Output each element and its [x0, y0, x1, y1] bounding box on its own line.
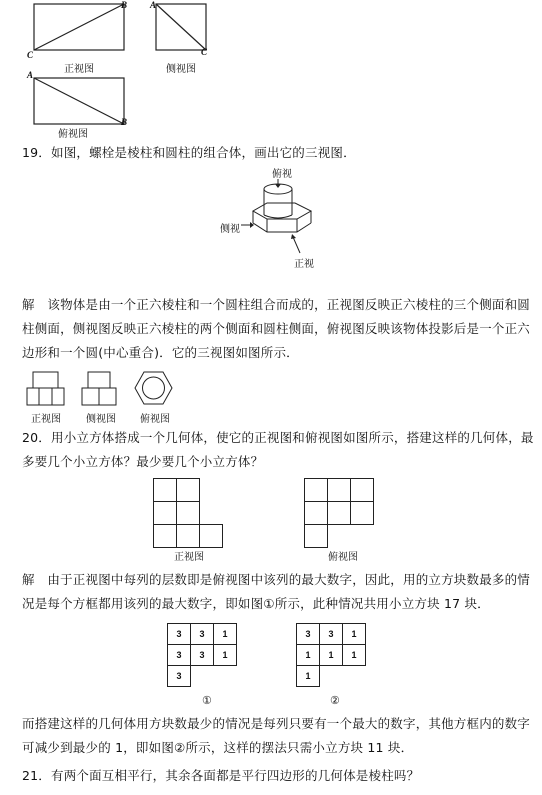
bolt-top-view: [134, 369, 174, 409]
point-a-label-top: A: [27, 70, 34, 80]
q20-top-caption: 俯视图: [328, 552, 358, 563]
answer-grid-2: 3 3 1 1 1 1 1: [296, 623, 366, 687]
point-b-label: B: [121, 0, 128, 10]
top-view-caption: 俯视图: [58, 129, 88, 140]
answer-grid-1-mark: ①: [202, 694, 212, 707]
q21-question: 21．有两个面互相平行，其余各面都是平行四边形的几何体是棱柱吗？: [22, 768, 420, 783]
answer-grid-1: 3 3 1 3 3 1 3: [167, 623, 237, 687]
bolt-front-view: [26, 370, 68, 410]
bolt-side-caption: 侧视图: [86, 414, 116, 425]
q19-answer-line1: 解 该物体是由一个正六棱柱和一个圆柱组合而成的，正视图反映正六棱柱的三个侧面和圆: [22, 297, 531, 312]
point-b-label-top: B: [121, 117, 128, 127]
point-c-label-side: C: [201, 47, 208, 57]
bolt-front-caption: 正视图: [31, 414, 61, 425]
bolt-front-label: 正视: [294, 259, 314, 270]
q20-question-line2: 多要几个小立方体？最少要几个小立方体？: [22, 454, 264, 469]
front-view-figure: [24, 0, 134, 60]
side-view-figure: [150, 0, 220, 60]
q20-front-view-grid: [153, 478, 223, 548]
bolt-figure: [215, 165, 335, 270]
q19-question: 19．如图，螺栓是棱柱和圆柱的组合体，画出它的三视图．: [22, 145, 356, 160]
bolt-top-label: 俯视: [272, 169, 292, 180]
point-a-label-side: A: [150, 0, 157, 10]
bolt-side-label: 侧视: [220, 224, 240, 235]
bolt-side-view: [80, 370, 122, 410]
q20-front-caption: 正视图: [174, 552, 204, 563]
answer-grid-2-mark: ②: [330, 694, 340, 707]
front-view-caption: 正视图: [64, 64, 94, 75]
q20-question-line1: 20．用小立方体搭成一个几何体，使它的正视图和俯视图如图所示，搭建这样的几何体，最: [22, 430, 534, 445]
q20-top-view-grid: [304, 478, 374, 548]
bolt-top-caption: 俯视图: [140, 414, 170, 425]
q19-answer-line3: 边形和一个圆(中心重合)．它的三视图如图所示．: [22, 345, 299, 360]
top-view-figure: [24, 70, 134, 130]
point-c-label: C: [27, 50, 34, 60]
q19-answer-line2: 柱侧面，侧视图反映正六棱柱的两个侧面和圆柱侧面，俯视图反映该物体投影后是一个正六: [22, 321, 531, 336]
q20-answer-line2: 况是每个方框都用该列的最大数字，即如图①所示，此种情况共用小立方块 17 块．: [22, 596, 490, 611]
side-view-caption: 侧视图: [166, 64, 196, 75]
q20-answer-line1: 解 由于正视图中每列的层数即是俯视图中该列的最大数字，因此，用的立方块数最多的情: [22, 572, 531, 587]
q20-answer-line3: 而搭建这样的几何体用方块数最少的情况是每列只要有一个最大的数字，其他方框内的数字: [22, 716, 531, 731]
q20-answer-line4: 可减少到最少的 1，即如图②所示，这样的摆法只需小立方块 11 块．: [22, 740, 414, 755]
